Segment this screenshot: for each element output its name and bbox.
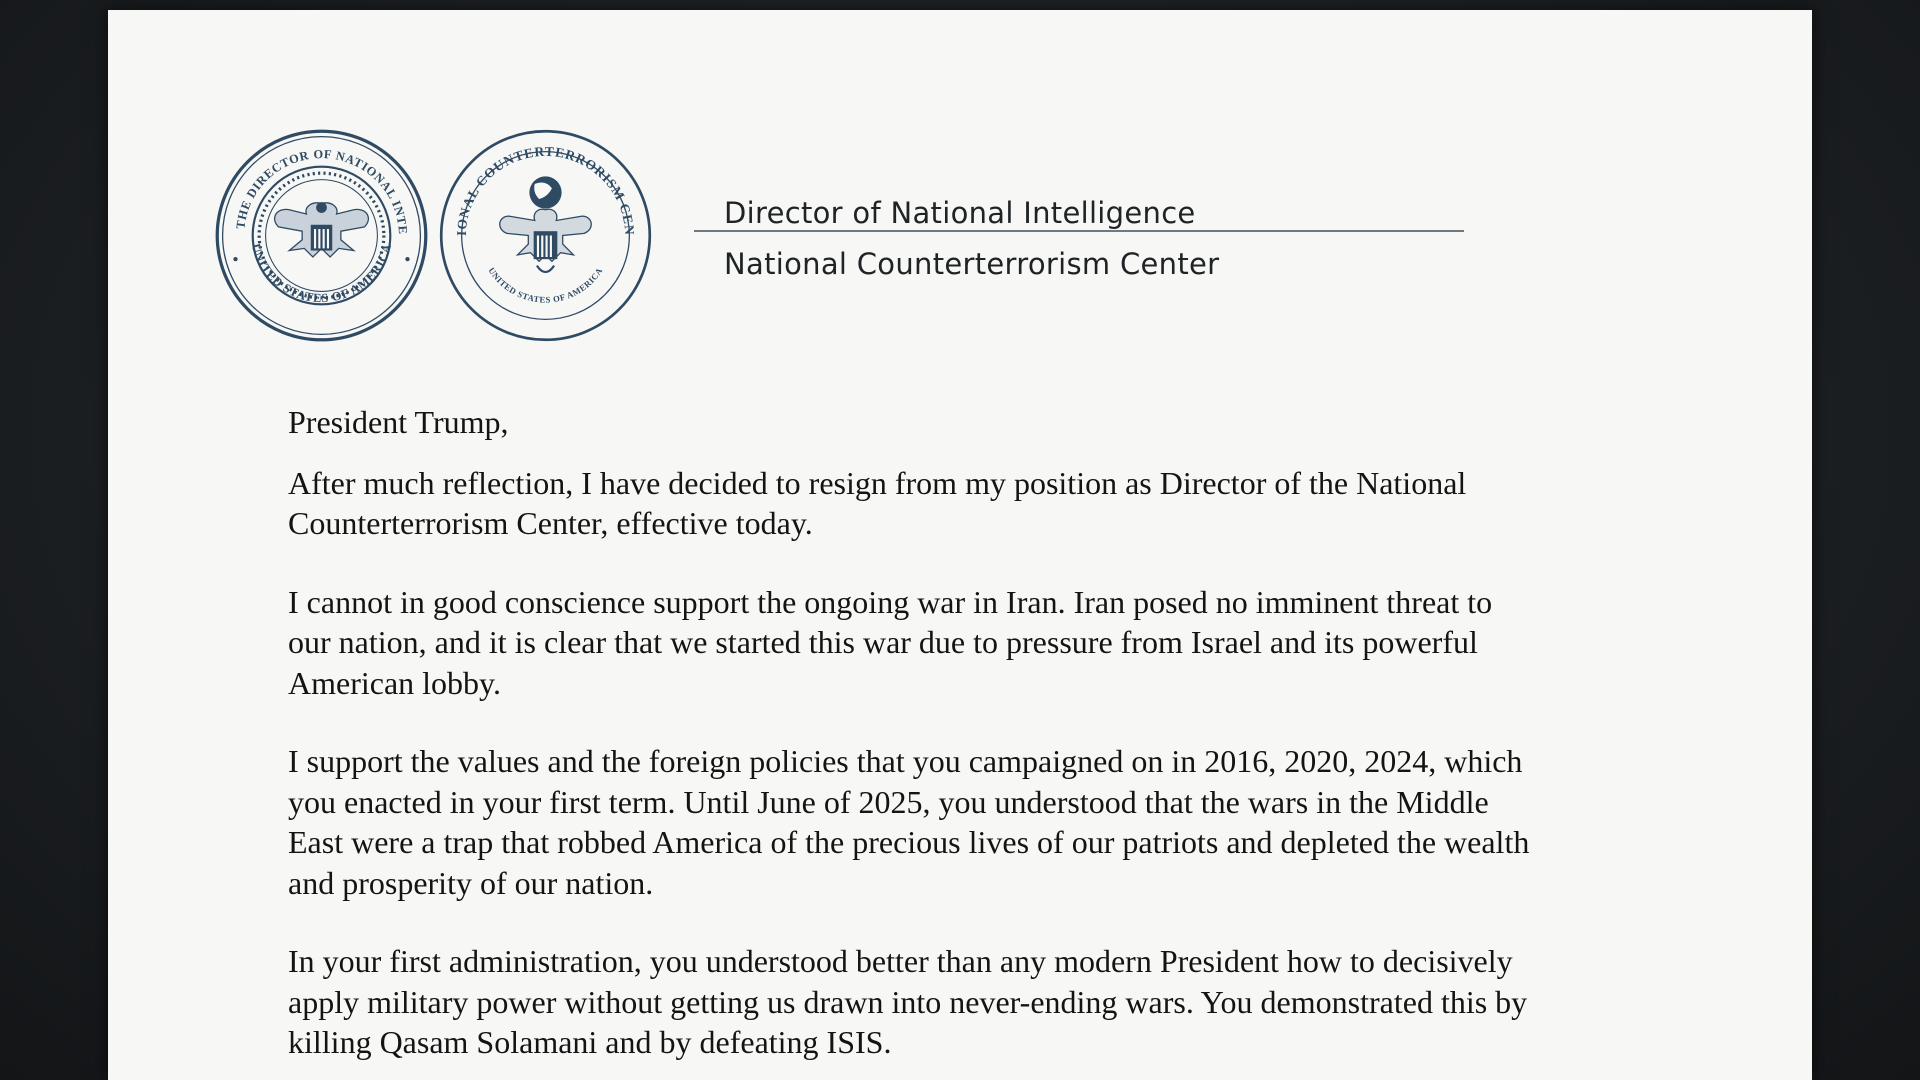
paragraph-line: you enacted in your first term. Until June of 2025, you understood that the wars in the Middle (288, 783, 1489, 820)
paragraph-line: and prosperity of our nation. (288, 864, 654, 901)
paragraph-line: After much reflection, I have decided to resign from my position as Director of the National (288, 464, 1467, 501)
paragraph-line: Counterterrorism Center, effective today. (288, 505, 813, 541)
letter-body (288, 402, 1758, 1080)
paragraph-line: apply military power without getting us drawn into never-ending wars. You demonstrated this by (288, 983, 1528, 1020)
letterhead-title-nctc: National Counterterrorism Center (724, 247, 1220, 281)
salutation: President Trump, (288, 404, 509, 440)
svg-text:NATIONAL COUNTERTERRORISM CENT: IONAL COUNTERTERRORISM CEN (453, 143, 638, 237)
paragraph-first-administration (288, 941, 1758, 1063)
paragraph-line: killing Qasam Solamani and by defeating ISIS. (288, 1024, 892, 1060)
paragraph-iran (288, 582, 1758, 704)
paragraph-line: In your first administration, you understood better than any modern President how to decisively (288, 943, 1513, 979)
letterhead-divider (694, 230, 1464, 232)
paragraph-line: I support the values and the foreign policies that you campaigned on in 2016, 2020, 2024, which (288, 743, 1523, 779)
paragraph-line: East were a trap that robbed America of the precious lives of our patriots and depleted the wealth (288, 824, 1530, 860)
svg-text:UNITED STATES OF AMERICA: UNITED STATES OF AMERICA (248, 241, 395, 306)
paragraph-line: I cannot in good conscience support the ongoing war in Iran. Iran posed no imminent threat to (288, 583, 1493, 620)
dni-seal-graphic (214, 128, 429, 343)
svg-text:UNITED STATES OF AMERICA: UNITED STATES OF AMERICA (486, 265, 605, 305)
paragraph-line: American lobby. (288, 664, 501, 701)
paragraph-resignation (288, 463, 1758, 544)
nctc-seal (438, 128, 653, 343)
letter-page (108, 10, 1812, 1080)
svg-text:OFFICE OF THE DIRECTOR OF NATI: THE DIRECTOR OF NATIONAL INTE (233, 146, 411, 235)
paragraph-values (288, 741, 1758, 903)
dni-seal (214, 128, 429, 343)
paragraph-line: our nation, and it is clear that we started this war due to pressure from Israel and its powerful (288, 624, 1478, 660)
letterhead-title-dni: Director of National Intelligence (724, 196, 1196, 230)
nctc-seal-graphic (438, 128, 653, 343)
